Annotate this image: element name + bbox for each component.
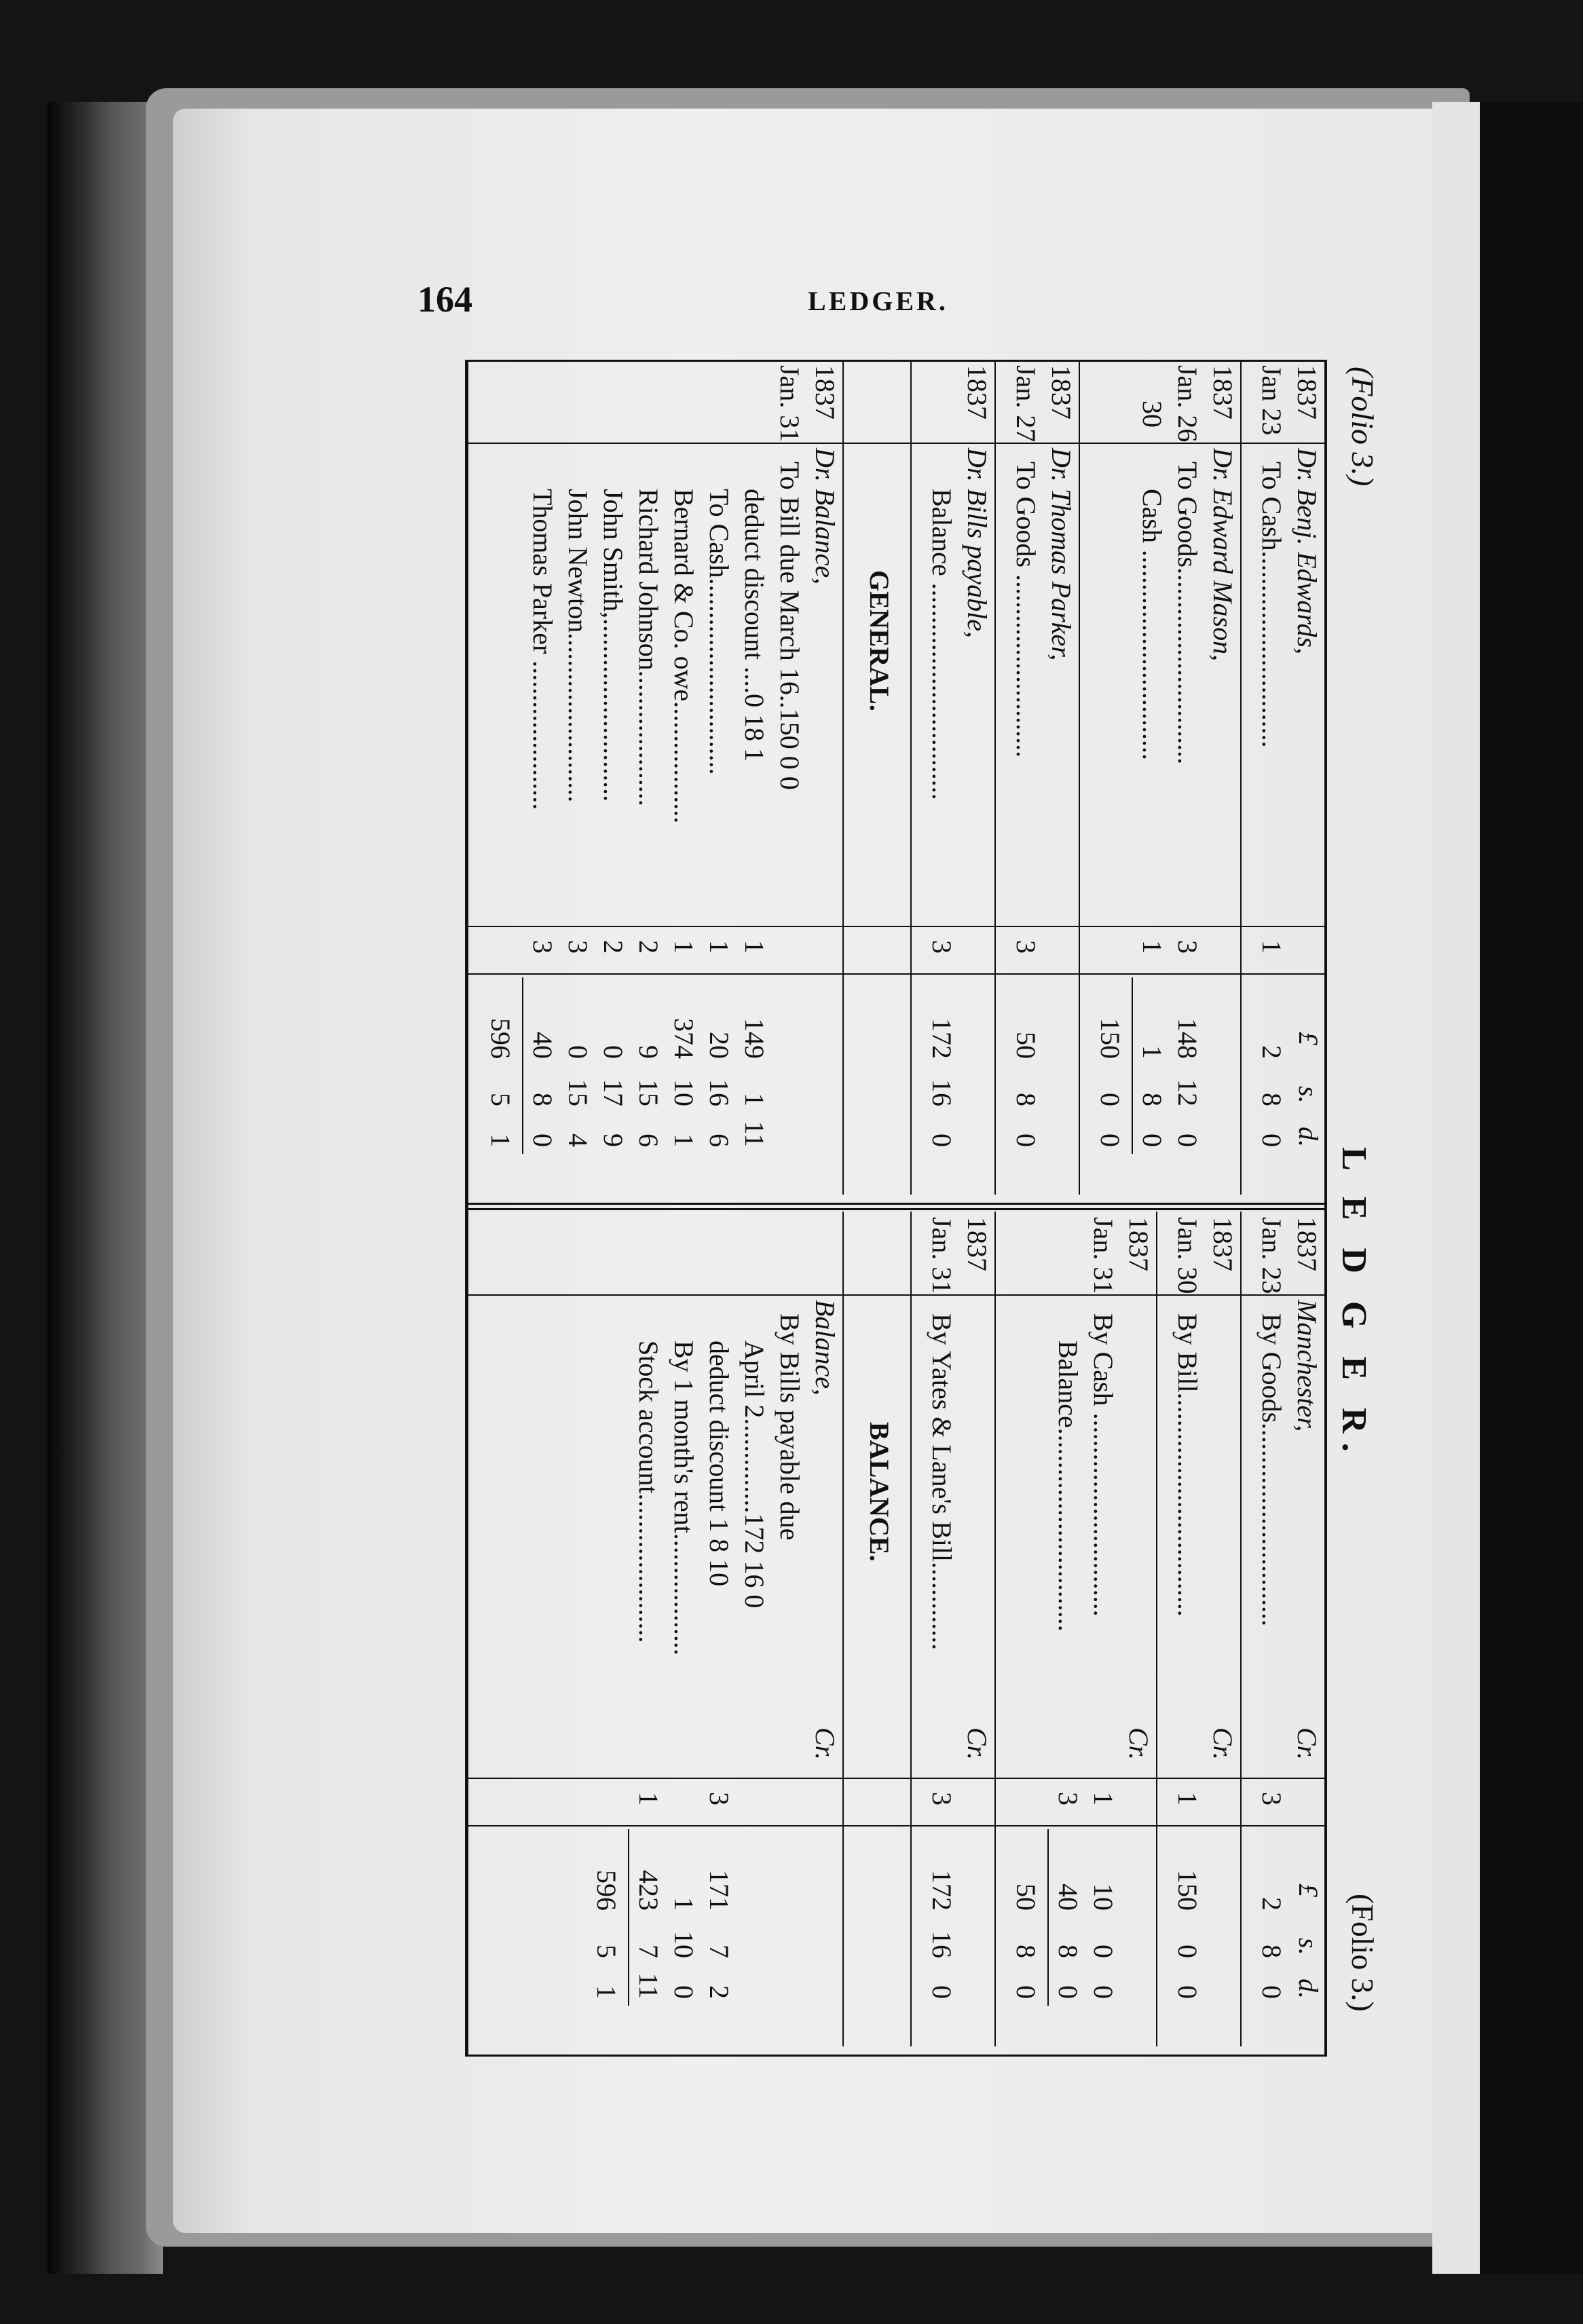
debit-entry-pence: 9	[598, 1133, 629, 1147]
debit-account-title: Dr. Benj. Edwards,	[1292, 448, 1322, 655]
debit-date: Jan 23	[1256, 365, 1287, 436]
debit-entry-pounds: 0	[563, 1045, 593, 1059]
credit-total-shillings: 5	[591, 1945, 622, 1958]
credit-entry-pence: 0	[1053, 1985, 1083, 1999]
debit-total-shillings: 5	[485, 1093, 516, 1106]
credit-cr-label: Cr.	[810, 1727, 840, 1760]
credit-cr-label: Cr.	[962, 1727, 992, 1760]
debit-entry-pence: 0	[1137, 1133, 1168, 1147]
credit-date-year: 1837	[1292, 1217, 1322, 1271]
credit-entry-shillings: 8	[1256, 1945, 1287, 1958]
credit-entry-folio: 1	[1172, 1792, 1203, 1805]
debit-total-shillings: 0	[1095, 1093, 1125, 1106]
debit-account-rule	[1079, 360, 1080, 1195]
debit-account-title: Dr. Thomas Parker,	[1046, 448, 1077, 661]
page-edge-right	[1432, 102, 1480, 2274]
credit-entry-text: By Bill.................................	[1172, 1313, 1203, 1617]
debit-entry-shillings: 8	[527, 1093, 558, 1106]
debit-entry-pence: 1	[669, 1133, 699, 1147]
debit-entry-shillings: 16	[927, 1079, 957, 1106]
debit-entry-shillings: 17	[598, 1079, 629, 1106]
debit-entry-folio: 1	[739, 940, 770, 954]
debit-entry-text: Bernard & Co. owe..................	[669, 489, 699, 824]
credit-date: Jan. 23	[1256, 1217, 1287, 1294]
debit-section-heading: GENERAL.	[864, 570, 895, 711]
debit-account-rule	[1240, 360, 1242, 1195]
credit-entry-shillings: 7	[704, 1945, 734, 1958]
debit-entry-folio: 3	[927, 940, 957, 954]
debit-entry-pence: 0	[927, 1133, 957, 1147]
credit-cr-label: Cr.	[1208, 1727, 1238, 1760]
credit-entry-shillings: 0	[1172, 1945, 1203, 1958]
credit-entry-folio: 1	[633, 1792, 664, 1805]
debit-date-year: 1837	[962, 365, 992, 419]
credit-date: Jan. 31	[1088, 1217, 1119, 1294]
credit-entry-folio: 3	[927, 1792, 957, 1805]
folio-left: (Folio 3.)	[1345, 367, 1380, 487]
debit-pounds-header: £	[1293, 1032, 1324, 1045]
debit-total-rule	[522, 977, 523, 1154]
debit-entry-pounds: 172	[927, 1018, 957, 1059]
debit-entry-pence: 0	[1256, 1133, 1287, 1147]
credit-col-rule	[468, 1294, 1327, 1296]
credit-cr-label: Cr.	[1292, 1727, 1322, 1760]
credit-entry-text: Stock account......................	[633, 1341, 664, 1643]
debit-entry-text: To Bill due March 16..150 0 0	[775, 462, 805, 790]
debit-account-rule	[994, 360, 996, 1195]
credit-entry-pounds: 150	[1172, 1870, 1203, 1911]
credit-entry-folio: 1	[1088, 1792, 1119, 1805]
debit-total-pence: 0	[1095, 1133, 1125, 1147]
credit-total-pounds: 50	[1011, 1883, 1041, 1911]
debit-entry-text: To Cash.............................	[704, 489, 734, 775]
credit-entry-pence: 0	[1088, 1985, 1119, 1999]
credit-col-rule	[468, 1825, 1327, 1826]
credit-entry-text: By Bills payable due	[775, 1313, 805, 1541]
credit-total-pence: 0	[1011, 1985, 1041, 1999]
debit-entry-pounds: 149	[739, 1018, 770, 1059]
debit-entry-text: deduct discount ....0 18 1	[739, 489, 770, 762]
credit-date-year: 1837	[1208, 1217, 1238, 1271]
debit-entry-shillings: 15	[563, 1079, 593, 1106]
credit-entry-pounds: 2	[1256, 1897, 1287, 1911]
credit-entry-text: April 2..............172 16 0	[739, 1341, 770, 1609]
debit-entry-shillings: 8	[1137, 1093, 1168, 1106]
debit-entry-text: Cash ...............................	[1137, 489, 1168, 760]
credit-pence-header: d.	[1293, 1979, 1324, 1999]
debit-entry-text: To Goods ...........................	[1011, 462, 1041, 758]
debit-entry-folio: 2	[633, 940, 664, 954]
credit-total-pounds: 596	[591, 1870, 622, 1911]
scan-border	[1480, 102, 1583, 2274]
credit-entry-shillings: 0	[1088, 1945, 1119, 1958]
credit-entry-text: deduct discount 1 8 10	[704, 1341, 734, 1587]
debit-entry-folio: 1	[1256, 940, 1287, 954]
credit-account-rule	[1156, 1212, 1157, 2046]
credit-entry-pence: 0	[1172, 1985, 1203, 1999]
credit-account-rule	[1240, 1212, 1242, 2046]
debit-entry-folio: 1	[1137, 940, 1168, 954]
debit-entry-text: Richard Johnson....................	[633, 489, 664, 806]
credit-entry-folio: 3	[704, 1792, 734, 1805]
credit-entry-text: By Goods..............................	[1256, 1313, 1287, 1627]
debit-entry-pounds: 148	[1172, 1018, 1203, 1059]
credit-entry-pence: 0	[669, 1985, 699, 1999]
debit-entry-shillings: 8	[1011, 1093, 1041, 1106]
debit-total-pounds: 150	[1095, 1018, 1125, 1059]
credit-total-rule	[1047, 1829, 1049, 2006]
debit-entry-pounds: 0	[598, 1045, 629, 1059]
credit-pounds-header: £	[1293, 1883, 1324, 1897]
debit-entry-folio: 1	[669, 940, 699, 954]
debit-entry-text: John Newton.........................	[563, 489, 593, 803]
right-rule	[468, 2055, 1327, 2057]
debit-entry-folio: 3	[1172, 940, 1203, 954]
debit-entry-pence: 4	[563, 1133, 593, 1147]
left-rule	[468, 360, 1327, 362]
credit-entry-pounds: 1	[669, 1897, 699, 1911]
debit-entry-folio: 3	[527, 940, 558, 954]
credit-entry-shillings: 7	[633, 1945, 664, 1958]
debit-entry-pounds: 374	[669, 1018, 699, 1059]
debit-entry-folio: 3	[1011, 940, 1041, 954]
debit-entry-pence: 0	[1011, 1133, 1041, 1147]
debit-entry-pence: 11	[739, 1121, 770, 1147]
debit-entry-text: Balance ................................	[927, 489, 957, 800]
debit-account-title: Dr. Balance,	[810, 448, 840, 585]
debit-entry-text: To Goods.............................	[1172, 462, 1203, 765]
credit-entry-pence: 0	[927, 1985, 957, 1999]
debit-entry-text: To Cash.............................	[1256, 462, 1287, 748]
debit-date: Jan. 27	[1011, 365, 1041, 443]
debit-entry-pounds: 40	[527, 1032, 558, 1059]
credit-date-year: 1837	[962, 1217, 992, 1271]
debit-account-rule	[842, 360, 844, 1195]
debit-entry-pence: 6	[633, 1133, 664, 1147]
credit-entry-shillings: 16	[927, 1931, 957, 1958]
debit-entry-shillings: 15	[633, 1079, 664, 1106]
debit-entry-pounds: 20	[704, 1032, 734, 1059]
debit-entry-pounds: 50	[1011, 1032, 1041, 1059]
running-head: LEDGER.	[808, 286, 948, 316]
debit-shillings-header: s.	[1293, 1086, 1324, 1104]
center-rule-2	[468, 1208, 1327, 1210]
ledger-title: L E D G E R.	[1335, 1147, 1373, 1461]
debit-account-title: Dr. Edward Mason,	[1208, 448, 1238, 662]
credit-entry-pounds: 423	[633, 1870, 664, 1911]
debit-entry-folio: 3	[563, 940, 593, 954]
credit-entry-pounds: 172	[927, 1870, 957, 1911]
debit-date-year: 1837	[1046, 365, 1077, 419]
credit-entry-folio: 3	[1256, 1792, 1287, 1805]
credit-entry-pence: 2	[704, 1985, 734, 1999]
debit-entry-shillings: 16	[704, 1079, 734, 1106]
credit-col-rule	[468, 1778, 1327, 1779]
credit-account-rule	[842, 1212, 844, 2046]
credit-entry-pounds: 10	[1088, 1883, 1119, 1911]
credit-cr-label: Cr.	[1123, 1727, 1154, 1760]
debit-entry-shillings: 1	[739, 1093, 770, 1106]
debit-date-year: 1837	[1208, 365, 1238, 419]
debit-entry-pence: 0	[1172, 1133, 1203, 1147]
debit-total-pounds: 596	[485, 1018, 516, 1059]
credit-date: Jan. 30	[1172, 1217, 1203, 1294]
credit-entry-text: By 1 month's rent..................	[669, 1341, 699, 1655]
credit-date: Jan. 31	[927, 1217, 957, 1294]
credit-account-title: Manchester,	[1292, 1300, 1322, 1432]
debit-col-rule	[468, 926, 1327, 927]
debit-date: Jan. 31	[775, 365, 805, 443]
credit-total-pence: 1	[591, 1985, 622, 1999]
credit-account-title: Balance,	[810, 1300, 840, 1396]
credit-entry-pence: 11	[633, 1972, 664, 1999]
credit-entry-text: By Cash ..............................	[1088, 1313, 1119, 1617]
debit-entry-pence: 0	[527, 1133, 558, 1147]
page-number: 164	[417, 279, 472, 320]
debit-total-rule	[1132, 977, 1133, 1154]
debit-entry-text: Thomas Parker ......................	[527, 489, 558, 810]
debit-col-rule	[468, 973, 1327, 975]
credit-entry-shillings: 10	[669, 1931, 699, 1958]
credit-date-year: 1837	[1123, 1217, 1154, 1271]
debit-entry-folio: 2	[598, 940, 629, 954]
debit-entry-shillings: 10	[669, 1079, 699, 1106]
debit-entry-text: John Smith,...........................	[598, 489, 629, 802]
debit-entry-folio: 1	[704, 940, 734, 954]
debit-pence-header: d.	[1293, 1127, 1324, 1147]
debit-total-pence: 1	[485, 1133, 516, 1147]
debit-entry-pounds: 1	[1137, 1045, 1168, 1059]
credit-section-heading: BALANCE.	[864, 1422, 895, 1562]
debit-entry-shillings: 12	[1172, 1079, 1203, 1106]
credit-entry-folio: 3	[1053, 1792, 1083, 1805]
credit-account-rule	[994, 1212, 996, 2046]
credit-total-rule	[628, 1829, 629, 2006]
debit-entry-pounds: 2	[1256, 1045, 1287, 1059]
debit-date: Jan. 26	[1172, 365, 1203, 443]
debit-entry-pounds: 9	[633, 1045, 664, 1059]
debit-account-title: Dr. Bills payable,	[962, 448, 992, 638]
credit-account-rule	[910, 1212, 912, 2046]
debit-date-year: 1837	[1292, 365, 1322, 419]
credit-entry-pounds: 40	[1053, 1883, 1083, 1911]
center-rule-1	[468, 1203, 1327, 1205]
debit-date2: 30	[1137, 400, 1168, 428]
credit-entry-text: By Yates & Lane's Bill.............	[927, 1313, 957, 1651]
credit-shillings-header: s.	[1293, 1938, 1324, 1955]
credit-total-shillings: 8	[1011, 1945, 1041, 1958]
folio-right: (Folio 3.)	[1345, 1894, 1380, 2012]
debit-entry-shillings: 8	[1256, 1093, 1287, 1106]
credit-entry-text: Balance..............................	[1053, 1341, 1083, 1632]
credit-entry-pence: 0	[1256, 1985, 1287, 1999]
debit-col-rule	[468, 443, 1327, 444]
credit-entry-pounds: 171	[704, 1870, 734, 1911]
credit-entry-shillings: 8	[1053, 1945, 1083, 1958]
debit-entry-pence: 6	[704, 1133, 734, 1147]
ledger-sheet	[455, 346, 1398, 2063]
debit-account-rule	[910, 360, 912, 1195]
debit-date-year: 1837	[810, 365, 840, 419]
